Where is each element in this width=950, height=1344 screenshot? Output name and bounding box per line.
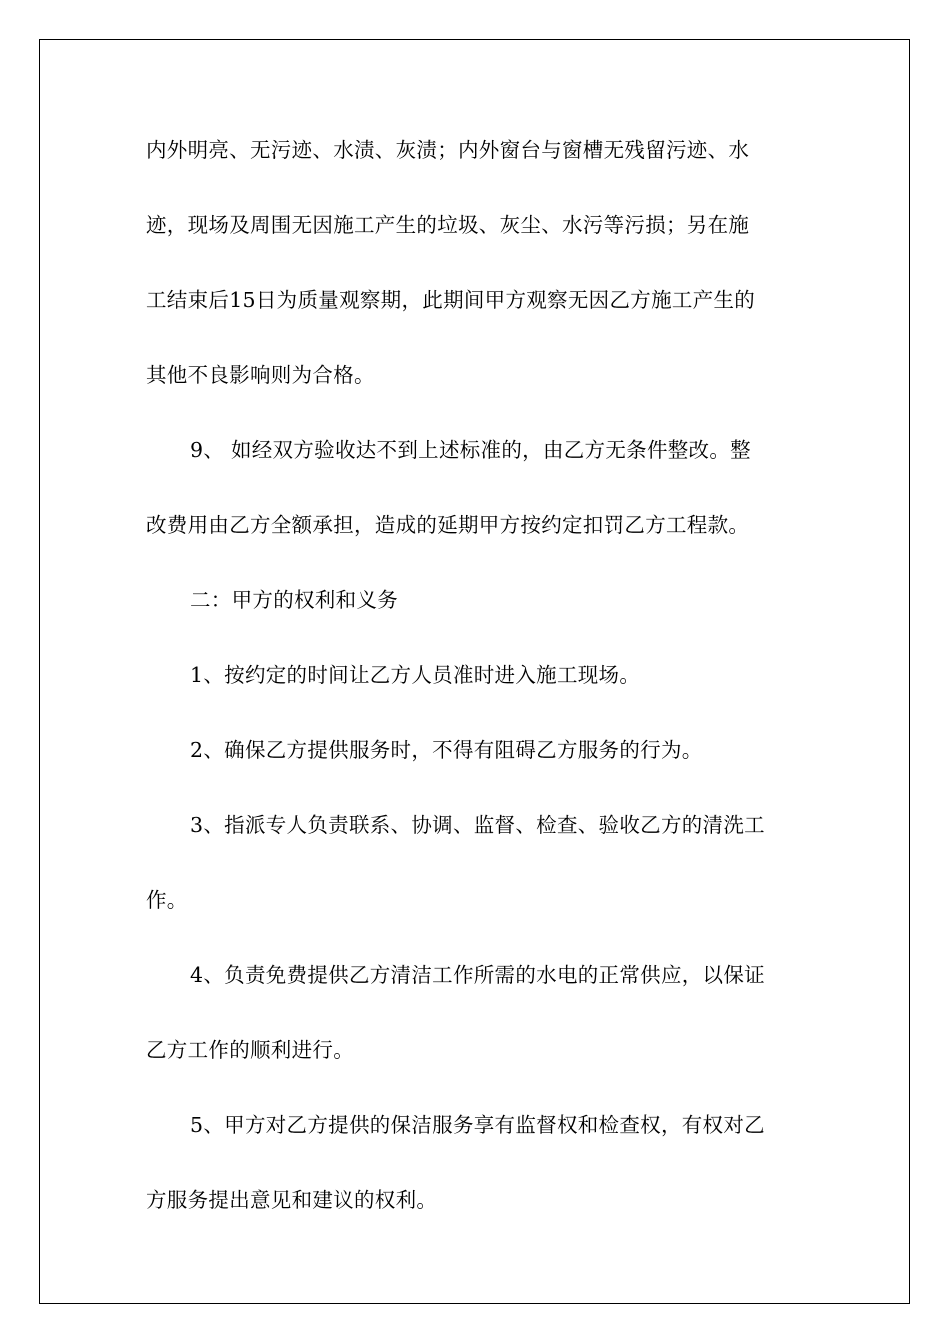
text-line: 4、负责免费提供乙方清洁工作所需的水电的正常供应，以保证 — [190, 963, 765, 987]
text-line: 方服务提出意见和建议的权利。 — [146, 1188, 438, 1212]
text-line: 2、确保乙方提供服务时，不得有阻碍乙方服务的行为。 — [190, 738, 703, 762]
text-line: 工结束后15日为质量观察期，此期间甲方观察无因乙方施工产生的 — [146, 288, 756, 312]
text-line: 改费用由乙方全额承担，造成的延期甲方按约定扣罚乙方工程款。 — [146, 513, 750, 537]
text-line: 迹，现场及周围无因施工产生的垃圾、灰尘、水污等污损；另在施 — [146, 213, 750, 237]
text-line: 乙方工作的顺利进行。 — [146, 1038, 354, 1062]
text-line: 9、 如经双方验收达不到上述标准的，由乙方无条件整改。整 — [190, 438, 751, 462]
text-line: 1、按约定的时间让乙方人员准时进入施工现场。 — [190, 663, 641, 687]
text-line: 5、甲方对乙方提供的保洁服务享有监督权和检查权，有权对乙 — [190, 1113, 765, 1137]
text-line: 3、指派专人负责联系、协调、监督、检查、验收乙方的清洗工 — [190, 813, 765, 837]
section-heading: 二：甲方的权利和义务 — [190, 588, 398, 612]
text-line: 其他不良影响则为合格。 — [146, 363, 375, 387]
text-line: 内外明亮、无污迹、水渍、灰渍；内外窗台与窗槽无残留污迹、水 — [146, 138, 750, 162]
text-line: 作。 — [146, 888, 188, 912]
